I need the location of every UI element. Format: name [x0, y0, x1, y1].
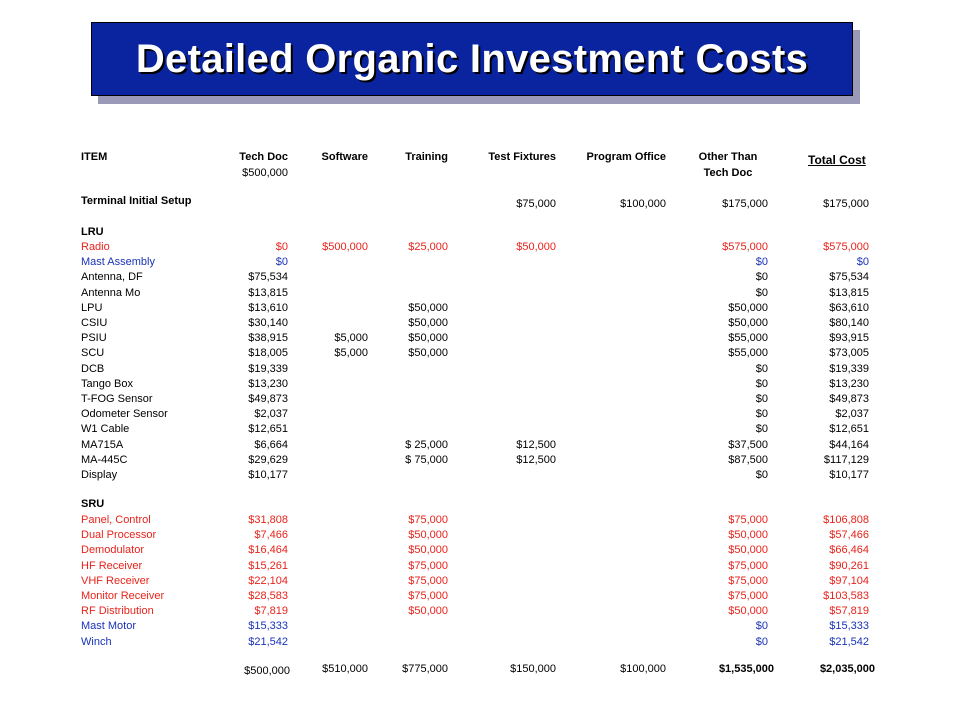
lru-item-name: LPU	[81, 301, 103, 314]
sru-other-value: $50,000	[728, 529, 768, 542]
lru-item-name: Odometer Sensor	[81, 408, 168, 421]
sru-other-value: $75,000	[728, 559, 768, 572]
header-total-cost: Total Cost	[808, 153, 866, 167]
lru-total-value: $13,230	[829, 377, 869, 390]
sru-item-name: Dual Processor	[81, 529, 157, 542]
lru-other-value: $87,500	[728, 453, 768, 466]
lru-item-name: Tango Box	[81, 377, 133, 390]
sru-training-value: $75,000	[408, 574, 448, 587]
sru-training-value: $50,000	[408, 529, 448, 542]
sru-total-value: $97,104	[829, 574, 869, 587]
sru-total-value: $15,333	[829, 620, 869, 633]
total-test-fixtures: $150,000	[510, 663, 556, 675]
sru-item-name: RF Distribution	[81, 605, 154, 618]
sru-total-value: $103,583	[823, 590, 869, 602]
lru-other-value: $0	[755, 469, 768, 481]
lru-other-value: $0	[755, 271, 768, 284]
lru-other-value: $0	[755, 408, 768, 421]
lru-software-value: $5,000	[334, 332, 368, 345]
lru-total-value: $2,037	[835, 408, 869, 421]
lru-tech-doc-value: $75,534	[248, 271, 288, 284]
sru-total-value: $66,464	[829, 544, 869, 557]
sru-item-name: HF Receiver	[81, 559, 143, 572]
sru-other-value: $75,000	[728, 590, 768, 602]
lru-item-name: Antenna Mo	[81, 286, 141, 299]
sru-tech-doc-value: $21,542	[248, 635, 288, 648]
lru-other-value: $55,000	[728, 332, 768, 345]
lru-item-name: Radio	[81, 241, 110, 253]
sru-tech-doc-value: $28,583	[248, 590, 288, 602]
terminal-test-fixtures: $75,000	[516, 198, 556, 210]
sru-tech-doc-value: $7,819	[254, 605, 288, 618]
sru-other-value: $0	[755, 635, 768, 648]
lru-total-value: $0	[856, 256, 869, 269]
sru-item-name: VHF Receiver	[81, 574, 150, 587]
total-other: $1,535,000	[718, 663, 774, 675]
lru-tech-doc-value: $13,815	[248, 286, 288, 299]
terminal-total: $175,000	[823, 198, 869, 210]
title-banner	[91, 22, 853, 96]
lru-total-value: $44,164	[829, 438, 869, 451]
lru-total-value: $117,129	[823, 453, 869, 466]
lru-item-name: SCU	[81, 347, 105, 360]
sru-tech-doc-value: $31,808	[248, 514, 288, 526]
total-program-office: $100,000	[620, 663, 666, 675]
lru-total-value: $575,000	[823, 241, 869, 253]
lru-tech-doc-value: $13,230	[248, 377, 288, 390]
terminal-label: Terminal Initial Setup	[81, 195, 192, 207]
lru-test-fixtures-value: $12,500	[516, 438, 556, 451]
header-item: ITEM	[81, 151, 108, 163]
total-software: $510,000	[322, 663, 368, 675]
lru-item-name: MA715A	[81, 438, 124, 451]
page-title: Detailed Organic Investment Costs	[135, 36, 809, 81]
lru-item-name: Antenna, DF	[81, 271, 143, 284]
sru-item-name: Panel, Control	[81, 514, 151, 526]
lru-software-value: $500,000	[322, 241, 368, 253]
lru-tech-doc-value: $12,651	[248, 423, 288, 436]
lru-other-value: $0	[755, 362, 768, 375]
sru-item-name: Demodulator	[81, 544, 144, 557]
lru-other-value: $50,000	[728, 317, 768, 329]
lru-total-value: $19,339	[829, 362, 869, 375]
lru-item-name: Mast Assembly	[81, 256, 155, 269]
header-program-office: Program Office	[586, 151, 666, 163]
header-other-than: Other Than	[698, 151, 758, 163]
lru-other-value: $0	[755, 286, 768, 299]
lru-other-value: $0	[755, 256, 768, 269]
lru-total-value: $13,815	[829, 286, 869, 299]
sru-other-value: $75,000	[728, 514, 768, 526]
lru-training-value: $ 75,000	[405, 453, 448, 466]
sru-tech-doc-value: $15,333	[248, 620, 288, 633]
lru-section-label: LRU	[81, 226, 104, 238]
lru-total-value: $73,005	[829, 347, 869, 360]
lru-item-name: DCB	[81, 362, 105, 375]
lru-item-name: T-FOG Sensor	[81, 393, 153, 405]
header-other-than-sub: Tech Doc	[703, 167, 753, 179]
sru-total-value: $106,808	[823, 514, 869, 526]
sru-other-value: $0	[755, 620, 768, 633]
total-training: $775,000	[402, 663, 448, 675]
lru-tech-doc-value: $29,629	[248, 453, 288, 466]
sru-training-value: $75,000	[408, 559, 448, 572]
lru-total-value: $93,915	[829, 332, 869, 345]
lru-training-value: $50,000	[408, 332, 448, 345]
lru-item-name: W1 Cable	[81, 423, 130, 436]
sru-total-value: $21,542	[829, 635, 869, 648]
lru-tech-doc-value: $0	[275, 241, 288, 253]
sru-total-value: $57,819	[829, 605, 869, 618]
lru-total-value: $75,534	[829, 271, 869, 284]
sru-training-value: $50,000	[408, 544, 448, 557]
lru-tech-doc-value: $13,610	[248, 301, 288, 314]
lru-item-name: MA-445C	[81, 453, 128, 466]
sru-total-value: $90,261	[829, 559, 869, 572]
header-test-fixtures: Test Fixtures	[488, 151, 556, 163]
lru-tech-doc-value: $0	[275, 256, 288, 269]
lru-other-value: $55,000	[728, 347, 768, 360]
lru-training-value: $ 25,000	[405, 438, 448, 451]
sru-other-value: $50,000	[728, 544, 768, 557]
terminal-program-office: $100,000	[620, 198, 666, 210]
lru-training-value: $50,000	[408, 317, 448, 329]
sru-section-label: SRU	[81, 498, 105, 510]
lru-other-value: $575,000	[722, 241, 768, 253]
lru-tech-doc-value: $10,177	[248, 469, 288, 481]
lru-total-value: $10,177	[829, 469, 869, 481]
lru-tech-doc-value: $30,140	[248, 317, 288, 329]
header-tech-doc-total: $500,000	[242, 167, 288, 179]
sru-tech-doc-value: $16,464	[248, 544, 288, 557]
sru-tech-doc-value: $7,466	[254, 529, 288, 542]
sru-total-value: $57,466	[829, 529, 869, 542]
lru-training-value: $50,000	[408, 301, 448, 314]
header-software: Software	[321, 151, 368, 163]
sru-other-value: $75,000	[728, 574, 768, 587]
grand-total: $2,035,000	[819, 663, 875, 675]
lru-total-value: $12,651	[829, 423, 869, 436]
lru-other-value: $0	[755, 423, 768, 436]
lru-other-value: $50,000	[728, 301, 768, 314]
lru-tech-doc-value: $19,339	[248, 362, 288, 375]
lru-test-fixtures-value: $12,500	[516, 453, 556, 466]
lru-item-name: Display	[81, 469, 118, 481]
lru-other-value: $0	[755, 393, 768, 405]
sru-training-value: $75,000	[408, 514, 448, 526]
sru-item-name: Monitor Receiver	[81, 590, 165, 602]
lru-total-value: $49,873	[829, 393, 869, 405]
header-tech-doc: Tech Doc	[239, 151, 288, 163]
sru-other-value: $50,000	[728, 605, 768, 618]
lru-total-value: $80,140	[829, 317, 869, 329]
lru-test-fixtures-value: $50,000	[516, 241, 556, 253]
sru-item-name: Winch	[81, 635, 112, 648]
sru-training-value: $75,000	[408, 590, 448, 602]
lru-other-value: $0	[755, 377, 768, 390]
total-tech-doc: $500,000	[244, 665, 290, 677]
lru-training-value: $50,000	[408, 347, 448, 360]
terminal-other: $175,000	[722, 198, 768, 210]
lru-tech-doc-value: $6,664	[254, 438, 288, 451]
lru-total-value: $63,610	[829, 301, 869, 314]
lru-training-value: $25,000	[408, 241, 448, 253]
lru-item-name: PSIU	[81, 332, 107, 345]
lru-item-name: CSIU	[81, 317, 108, 329]
lru-tech-doc-value: $49,873	[248, 393, 288, 405]
sru-item-name: Mast Motor	[81, 620, 137, 633]
lru-other-value: $37,500	[728, 438, 768, 451]
sru-training-value: $50,000	[408, 605, 448, 618]
header-training: Training	[405, 151, 448, 163]
lru-tech-doc-value: $2,037	[254, 408, 288, 421]
lru-tech-doc-value: $38,915	[248, 332, 288, 345]
lru-software-value: $5,000	[334, 347, 368, 360]
sru-tech-doc-value: $15,261	[248, 559, 288, 572]
lru-tech-doc-value: $18,005	[248, 347, 288, 360]
sru-tech-doc-value: $22,104	[248, 574, 288, 587]
